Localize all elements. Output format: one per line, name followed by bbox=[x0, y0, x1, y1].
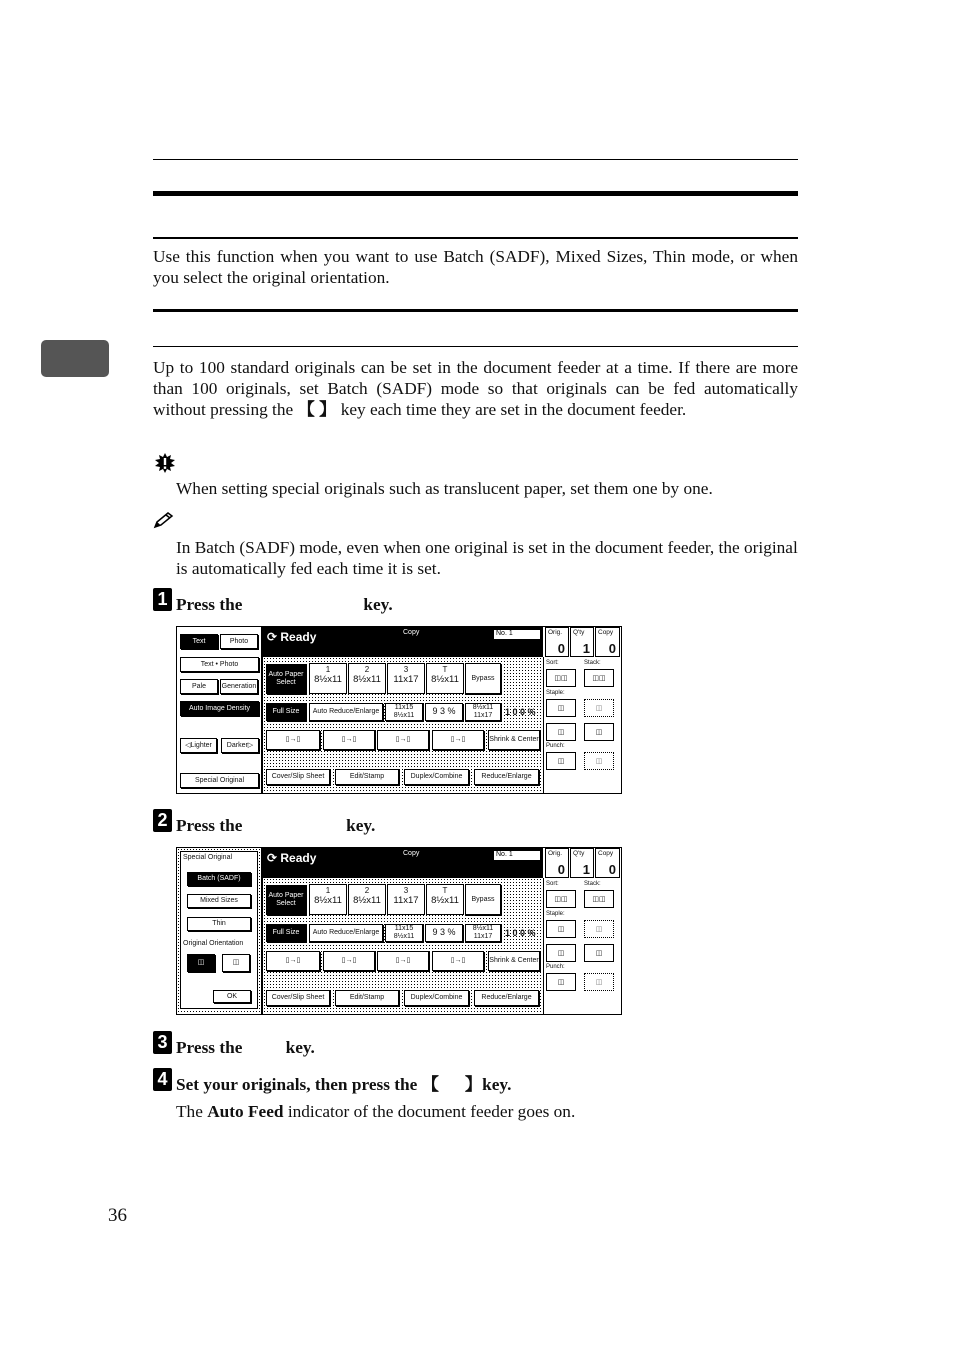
tray-2-button[interactable]: 2 8½x11 bbox=[348, 663, 386, 694]
sort-label-2: Sort: bbox=[546, 881, 559, 887]
reduce-enlarge-tab-2[interactable]: Reduce/Enlarge bbox=[474, 990, 539, 1006]
lighter-button[interactable]: ◁Lighter bbox=[180, 738, 217, 753]
special-original-title: Special Original bbox=[183, 854, 233, 861]
punch-label-2: Punch: bbox=[546, 964, 565, 970]
duplex-combine-tab-2[interactable]: Duplex/Combine bbox=[404, 990, 469, 1006]
staple-top-icon-2[interactable]: ◫ bbox=[546, 944, 576, 962]
ok-button[interactable]: OK bbox=[213, 990, 251, 1003]
punch-left-icon[interactable]: ◫ bbox=[546, 752, 576, 770]
section-rule-2-thin bbox=[153, 346, 798, 347]
staple-double-icon[interactable]: ◫ bbox=[584, 723, 614, 741]
copy-label-2: Copy bbox=[403, 850, 420, 857]
ratio-c-button-2[interactable]: 8½x11 11x17 bbox=[465, 924, 501, 942]
punch-label: Punch: bbox=[546, 743, 565, 749]
copy-counter-2: Copy 0 bbox=[595, 848, 620, 878]
auto-reduce-enlarge-button-2[interactable]: Auto Reduce/Enlarge bbox=[309, 924, 383, 942]
reduce-enlarge-tab[interactable]: Reduce/Enlarge bbox=[474, 769, 539, 785]
note-text: In Batch (SADF) mode, even when one original is set in the document feeder, the original is automatically fed each time it is set. bbox=[176, 538, 798, 578]
text-photo-button[interactable]: Text • Photo bbox=[180, 657, 259, 672]
staple-right-icon[interactable]: ◫ bbox=[584, 699, 614, 717]
batch-paragraph bbox=[153, 357, 798, 420]
status-bar bbox=[263, 627, 543, 657]
duplex-combine-tab[interactable]: Duplex/Combine bbox=[404, 769, 469, 785]
auto-paper-select-button-2[interactable]: Auto Paper Select bbox=[266, 885, 306, 915]
ready-status: ⟳ Ready bbox=[267, 630, 317, 644]
auto-feed-label: Auto Feed bbox=[207, 1102, 284, 1121]
ratio-c-button[interactable]: 8½x11 11x17 bbox=[465, 703, 501, 721]
stack-icon[interactable]: ◫◫ bbox=[584, 669, 614, 687]
section-rule-2-thick bbox=[153, 309, 798, 312]
one-to-one-sided-button[interactable]: ▯→▯ bbox=[266, 730, 320, 750]
orig-counter: Orig. 0 bbox=[545, 627, 569, 657]
tray-3-button[interactable]: 3 11x17 bbox=[387, 663, 425, 694]
header-thick-rule bbox=[153, 191, 798, 196]
sort-icon[interactable]: ◫◫ bbox=[546, 669, 576, 687]
copy-counter: Copy 0 bbox=[595, 627, 620, 657]
stack-label-2: Stack: bbox=[584, 881, 601, 887]
combine-to-combine-button-2[interactable]: ▯→▯ bbox=[432, 951, 484, 971]
intro-paragraph: Use this function when you want to use Batch (SADF), Mixed Sizes, Thin mode, or when you select the original orientation. bbox=[153, 247, 798, 287]
punch-right-icon[interactable]: ◫ bbox=[584, 752, 614, 770]
auto-image-density-button[interactable]: Auto Image Density bbox=[180, 701, 259, 716]
edit-stamp-tab[interactable]: Edit/Stamp bbox=[335, 769, 399, 785]
section-rule-1 bbox=[153, 237, 798, 239]
important-icon bbox=[153, 452, 177, 474]
ratio-b-button-2[interactable]: 9 3 % bbox=[425, 924, 463, 942]
sort-icon-2[interactable]: ◫◫ bbox=[546, 890, 576, 908]
pale-button[interactable]: Pale bbox=[180, 679, 218, 694]
header-thin-rule bbox=[153, 159, 798, 160]
tray-3-button-2[interactable]: 3 11x17 bbox=[387, 884, 425, 915]
ratio-a-button-2[interactable]: 11x15 8½x11 bbox=[385, 924, 423, 942]
photo-mode-button[interactable]: Photo bbox=[220, 634, 258, 649]
copier-screen-2 bbox=[176, 847, 622, 1015]
mixed-sizes-button[interactable]: Mixed Sizes bbox=[187, 894, 251, 908]
orientation-landscape-button[interactable]: ◫ bbox=[222, 954, 250, 972]
staple-label-2: Staple: bbox=[546, 911, 565, 917]
thin-button[interactable]: Thin bbox=[187, 917, 251, 931]
staple-double-icon-2[interactable]: ◫ bbox=[584, 944, 614, 962]
step-number-1: 1 bbox=[153, 588, 172, 611]
staple-left-icon[interactable]: ◫ bbox=[546, 699, 576, 717]
tray-t-button-2[interactable]: T 8½x11 bbox=[426, 884, 464, 915]
pencil-icon bbox=[153, 511, 175, 529]
job-number-box-2: No. 1 bbox=[493, 850, 541, 861]
status-bar-2 bbox=[263, 848, 543, 878]
batch-paragraph-part2: key each time they are set in the document feeder. bbox=[340, 400, 687, 419]
punch-left-icon-2[interactable]: ◫ bbox=[546, 973, 576, 991]
batch-key-brackets: 【 】 bbox=[297, 400, 337, 419]
important-text: When setting special originals such as translucent paper, set them one by one. bbox=[176, 479, 713, 498]
bypass-button-2[interactable]: Bypass bbox=[465, 884, 501, 915]
one-to-combine-button[interactable]: ▯→▯ bbox=[377, 730, 429, 750]
staple-left-icon-2[interactable]: ◫ bbox=[546, 920, 576, 938]
copy-label: Copy bbox=[403, 629, 420, 636]
step-text-1: Press the key. bbox=[176, 595, 393, 614]
two-to-two-sided-button[interactable]: ▯→▯ bbox=[323, 730, 375, 750]
orig-counter-2: Orig. 0 bbox=[545, 848, 569, 878]
tray-1-button[interactable]: 1 8½x11 bbox=[309, 663, 347, 694]
edit-stamp-tab-2[interactable]: Edit/Stamp bbox=[335, 990, 399, 1006]
full-size-button-2[interactable]: Full Size bbox=[266, 924, 306, 942]
stack-icon-2[interactable]: ◫◫ bbox=[584, 890, 614, 908]
auto-reduce-enlarge-button[interactable]: Auto Reduce/Enlarge bbox=[309, 703, 383, 721]
stack-label: Stack: bbox=[584, 660, 601, 666]
ratio-a-button[interactable]: 11x15 8½x11 bbox=[385, 703, 423, 721]
full-size-button[interactable]: Full Size bbox=[266, 703, 306, 721]
step-4-note-suffix: indicator of the document feeder goes on. bbox=[283, 1102, 576, 1121]
batch-sadf-button[interactable]: Batch (SADF) bbox=[187, 872, 251, 886]
original-orientation-label: Original Orientation bbox=[183, 940, 244, 947]
page-number: 36 bbox=[108, 1205, 127, 1226]
punch-right-icon-2[interactable]: ◫ bbox=[584, 973, 614, 991]
step-text-4: Set your originals, then press the 【 】key. bbox=[176, 1075, 512, 1094]
staple-top-icon[interactable]: ◫ bbox=[546, 723, 576, 741]
one-to-combine-button-2[interactable]: ▯→▯ bbox=[377, 951, 429, 971]
tray-t-button[interactable]: T 8½x11 bbox=[426, 663, 464, 694]
cover-slip-sheet-tab-2[interactable]: Cover/Slip Sheet bbox=[266, 990, 330, 1006]
darker-button[interactable]: Darker▷ bbox=[221, 738, 259, 753]
step-4-note bbox=[176, 1101, 798, 1122]
staple-label: Staple: bbox=[546, 690, 565, 696]
auto-paper-select-button[interactable]: Auto Paper Select bbox=[266, 664, 306, 694]
special-original-button[interactable]: Special Original bbox=[180, 773, 259, 788]
batch-paragraph-part1: Up to 100 standard originals can be set in the document feeder at a time. If there are more than 100 originals, set Batch (SADF) mode so that originals can be fed automatically without pressing the bbox=[153, 358, 798, 419]
staple-right-icon-2[interactable]: ◫ bbox=[584, 920, 614, 938]
tray-1-button-2[interactable]: 1 8½x11 bbox=[309, 884, 347, 915]
finisher-divider-2 bbox=[543, 878, 544, 1014]
shrink-center-button[interactable]: Shrink & Center bbox=[488, 730, 540, 750]
two-to-two-sided-button-2[interactable]: ▯→▯ bbox=[323, 951, 375, 971]
step-text-2: Press the key. bbox=[176, 816, 376, 835]
finisher-divider bbox=[543, 657, 544, 793]
step-4-note-prefix: The bbox=[176, 1102, 208, 1121]
ratio-b-button[interactable]: 9 3 % bbox=[425, 703, 463, 721]
shrink-center-button-2[interactable]: Shrink & Center bbox=[488, 951, 540, 971]
sort-label: Sort: bbox=[546, 660, 559, 666]
text-mode-button[interactable]: Text bbox=[180, 634, 218, 649]
step-number-2: 2 bbox=[153, 809, 172, 832]
bypass-button[interactable]: Bypass bbox=[465, 663, 501, 694]
ratio-percent-2: 1 0 0 % bbox=[505, 928, 536, 938]
step-text-3: Press the key. bbox=[176, 1038, 315, 1057]
combine-to-combine-button[interactable]: ▯→▯ bbox=[432, 730, 484, 750]
one-to-one-sided-button-2[interactable]: ▯→▯ bbox=[266, 951, 320, 971]
qty-counter-2: Q'ty 1 bbox=[570, 848, 594, 878]
step-number-4: 4 bbox=[153, 1068, 172, 1091]
ready-status-2: ⟳ Ready bbox=[267, 851, 317, 865]
qty-counter: Q'ty 1 bbox=[570, 627, 594, 657]
copier-screen-1 bbox=[176, 626, 622, 794]
tray-2-button-2[interactable]: 2 8½x11 bbox=[348, 884, 386, 915]
step-number-3: 3 bbox=[153, 1031, 172, 1054]
generation-button[interactable]: Generation bbox=[220, 679, 258, 694]
job-number-box: No. 1 bbox=[493, 629, 541, 640]
orientation-portrait-button[interactable]: ◫ bbox=[187, 954, 215, 972]
cover-slip-sheet-tab[interactable]: Cover/Slip Sheet bbox=[266, 769, 330, 785]
chapter-tab bbox=[41, 340, 109, 377]
ratio-percent: 1 0 0 % bbox=[505, 707, 536, 717]
